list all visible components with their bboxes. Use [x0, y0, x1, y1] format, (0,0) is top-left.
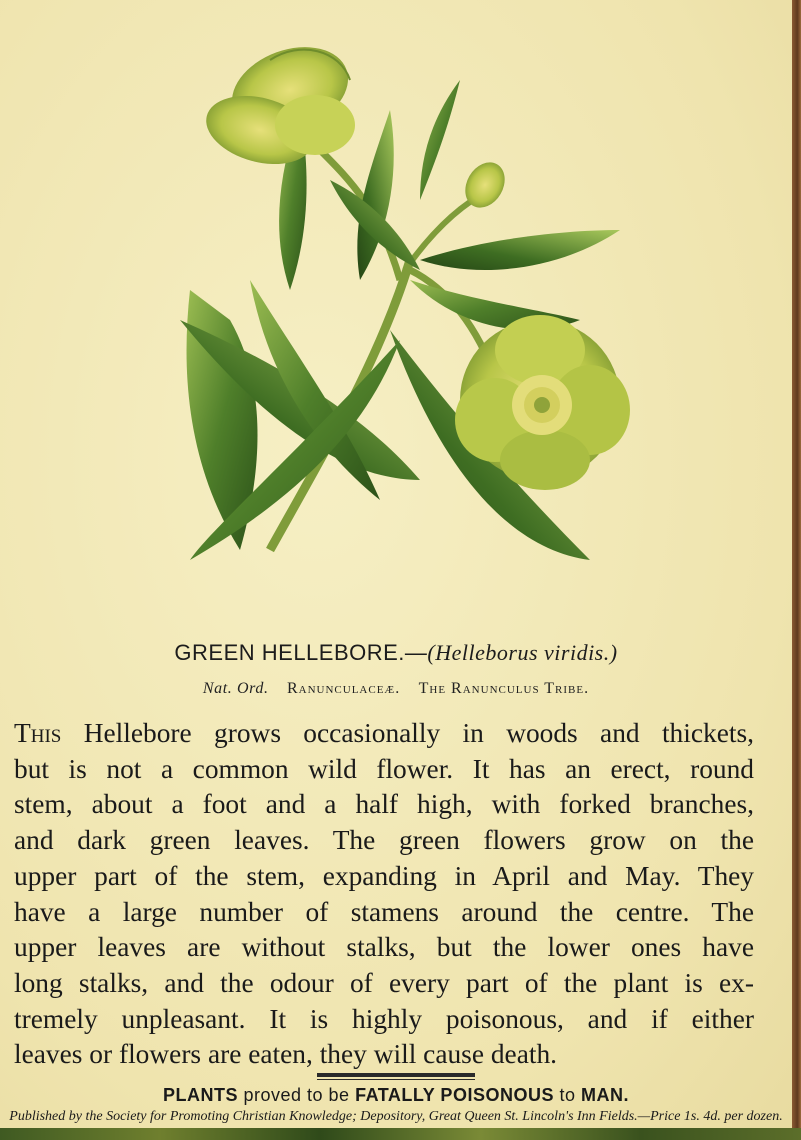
plant-caption — [0, 640, 792, 666]
flower-upper — [199, 32, 360, 175]
latin-name: (Helleborus viridis.) — [427, 640, 618, 665]
text-line: This Hellebore grows occasionally in woods and thickets, — [14, 718, 754, 748]
caption-dash: — — [404, 640, 428, 665]
text-line: and dark green leaves. The green flowers grow on the — [14, 825, 754, 856]
natural-order-line — [0, 680, 792, 698]
text-line: upper leaves are without stalks, but the lower ones have — [14, 932, 754, 963]
series-title: PLANTS proved to be FATALLY POISONOUS to MAN. — [162, 1085, 630, 1105]
text-line: stem, about a foot and a half high, with forked branches, — [14, 789, 754, 820]
text-line: tremely unpleasant. It is highly poisonous, and if either — [14, 1003, 754, 1034]
text-line: upper part of the stem, expanding in April and May. They — [14, 860, 754, 891]
book-edge — [792, 0, 801, 1140]
dropcap-word: This — [14, 718, 62, 748]
green-hellebore-illustration — [150, 30, 640, 590]
book-bottom-edge — [0, 1128, 801, 1140]
order-abbr: Nat. Ord. — [202, 680, 269, 697]
text-line: have a large number of stamens around the centre. The — [14, 896, 754, 927]
publisher-line: Published by the Society for Promoting Christian Knowledge; Depository, Great Queen St. Lincoln's Inn Fields.—Price 1s. 4d. per dozen. — [9, 1109, 783, 1124]
text-line: but is not a common wild flower. It has an erect, round — [14, 753, 754, 784]
text-line: leaves or flowers are eaten, they will cause death. — [14, 1039, 557, 1070]
text-line: long stalks, and the odour of every part of the plant is ex- — [14, 967, 754, 998]
divider-rule — [317, 1073, 475, 1077]
description-text — [14, 716, 754, 1073]
order-family: Ranunculaceæ. — [286, 680, 401, 697]
order-tribe: The Ranunculus Tribe. — [418, 680, 590, 697]
common-name: GREEN HELLEBORE. — [174, 640, 405, 665]
